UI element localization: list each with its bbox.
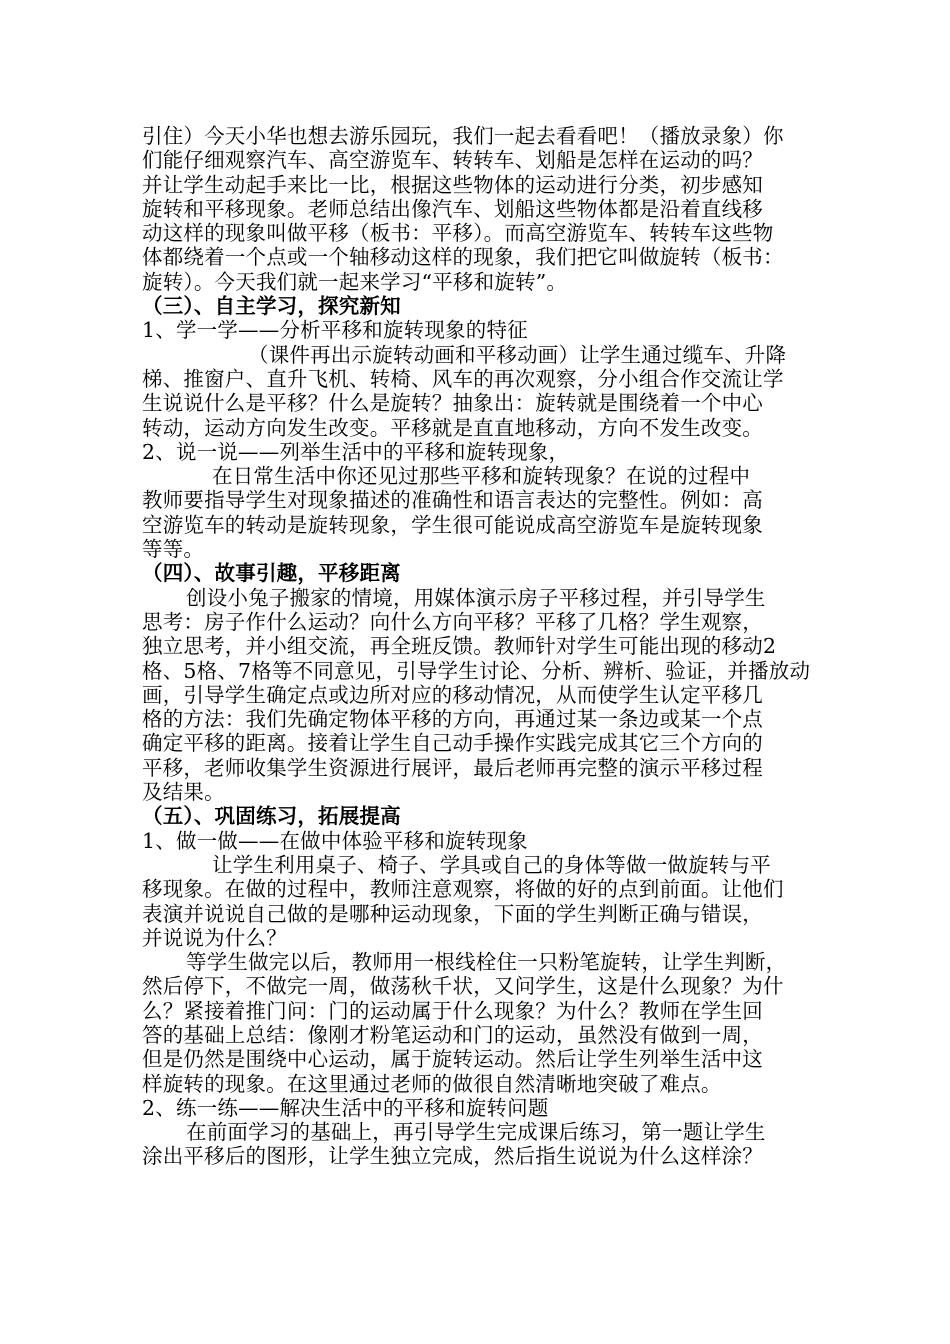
section-heading: （四）、故事引趣，平移距离 bbox=[142, 561, 401, 586]
paragraph-line: 并说说为什么？ bbox=[142, 925, 287, 950]
paragraph-line: 教师要指导学生对现象描述的准确性和语言表达的完整性。例如：高 bbox=[142, 488, 763, 513]
document-page bbox=[142, 124, 830, 1169]
paragraph-line: 画，引导学生确定点或边所对应的移动情况，从而使学生认定平移几 bbox=[142, 682, 763, 707]
paragraph-line: 们能仔细观察汽车、高空游览车、转转车、划船是怎样在运动的吗？ bbox=[142, 148, 763, 173]
paragraph-line: 然后停下，不做完一周，做荡秋千状，又问学生，这是什么现象？为什 bbox=[142, 974, 784, 999]
paragraph-line: 但是仍然是围绕中心运动，属于旋转运动。然后让学生列举生活中这 bbox=[142, 1047, 763, 1072]
paragraph-line: 涂出平移后的图形，让学生独立完成，然后指生说说为什么这样涂？ bbox=[142, 1144, 763, 1169]
paragraph-line: 确定平移的距离。接着让学生自己动手操作实践完成其它三个方向的 bbox=[142, 731, 763, 756]
section-heading: （三）、自主学习，探究新知 bbox=[142, 294, 401, 319]
paragraph-line: 移现象。在做的过程中，教师注意观察，将做的好的点到前面。让他们 bbox=[142, 877, 784, 902]
paragraph-line: 在前面学习的基础上，再引导学生完成课后练习，第一题让学生 bbox=[186, 1120, 766, 1145]
paragraph-line: 旋转）。今天我们就一起来学习“平移和旋转”。 bbox=[142, 269, 568, 294]
paragraph-line: 及结果。 bbox=[142, 780, 225, 805]
paragraph-line: 让学生利用桌子、椅子、学具或自己的身体等做一做旋转与平 bbox=[212, 852, 771, 877]
paragraph-line: 旋转和平移现象。老师总结出像汽车、划船这些物体都是沿着直线移 bbox=[142, 196, 763, 221]
subsection-heading: 2、说一说——列举生活中的平移和旋转现象， bbox=[142, 439, 570, 464]
paragraph-line: 并让学生动起手来比一比，根据这些物体的运动进行分类，初步感知 bbox=[142, 172, 763, 197]
paragraph-line: 格的方法：我们先确定物体平移的方向，再通过某一条边或某一个点 bbox=[142, 707, 763, 732]
paragraph-line: 答的基础上总结：像刚才粉笔运动和门的运动，虽然没有做到一周， bbox=[142, 1022, 763, 1047]
paragraph-line: 空游览车的转动是旋转现象，学生很可能说成高空游览车是旋转现象 bbox=[142, 512, 763, 537]
paragraph-line: 转动，运动方向发生改变。平移就是直直地移动，方向不发生改变。 bbox=[142, 415, 763, 440]
paragraph-line: 体都绕着一个点或一个轴移动这样的现象，我们把它叫做旋转（板书： bbox=[142, 245, 784, 270]
paragraph-line: 平移，老师收集学生资源进行展评，最后老师再完整的演示平移过程 bbox=[142, 755, 763, 780]
paragraph-line: 思考：房子作什么运动？向什么方向平移？平移了几格？学生观察， bbox=[142, 609, 763, 634]
subsection-heading: 2、练一练——解决生活中的平移和旋转问题 bbox=[142, 1095, 549, 1120]
paragraph-line: （课件再出示旋转动画和平移动画）让学生通过缆车、升降 bbox=[248, 342, 787, 367]
paragraph-line: 独立思考，并小组交流，再全班反馈。教师针对学生可能出现的移动2 bbox=[142, 634, 777, 659]
paragraph-line: 在日常生活中你还见过那些平移和旋转现象？在说的过程中 bbox=[212, 464, 751, 489]
paragraph-line: 生说说什么是平移？什么是旋转？抽象出：旋转就是围绕着一个中心 bbox=[142, 391, 763, 416]
paragraph-line: 等学生做完以后，教师用一根线栓住一只粉笔旋转，让学生判断， bbox=[186, 950, 787, 975]
paragraph-line: 么？紧接着推门问：门的运动属于什么现象？为什么？教师在学生回 bbox=[142, 998, 763, 1023]
paragraph-line: 动这样的现象叫做平移（板书：平移）。而高空游览车、转转车这些物 bbox=[142, 221, 774, 246]
subsection-heading: 1、做一做——在做中体验平移和旋转现象 bbox=[142, 828, 528, 853]
paragraph-line: 表演并说说自己做的是哪种运动现象，下面的学生判断正确与错误， bbox=[142, 901, 763, 926]
section-heading: （五）、巩固练习，拓展提高 bbox=[142, 804, 401, 829]
paragraph-line: 等等。 bbox=[142, 537, 205, 562]
paragraph-line: 引住）今天小华也想去游乐园玩，我们一起去看看吧！（播放录象）你 bbox=[142, 124, 784, 148]
subsection-heading: 1、学一学——分析平移和旋转现象的特征 bbox=[142, 318, 528, 343]
paragraph-line: 梯、推窗户、直升飞机、转椅、风车的再次观察，分小组合作交流让学 bbox=[142, 366, 784, 391]
paragraph-line: 创设小兔子搬家的情境，用媒体演示房子平移过程，并引导学生 bbox=[186, 585, 766, 610]
paragraph-line: 样旋转的现象。在这里通过老师的做很自然清晰地突破了难点。 bbox=[142, 1071, 722, 1096]
paragraph-line: 格、5格、7格等不同意见，引导学生讨论、分析、辨析、验证，并播放动 bbox=[142, 658, 811, 683]
